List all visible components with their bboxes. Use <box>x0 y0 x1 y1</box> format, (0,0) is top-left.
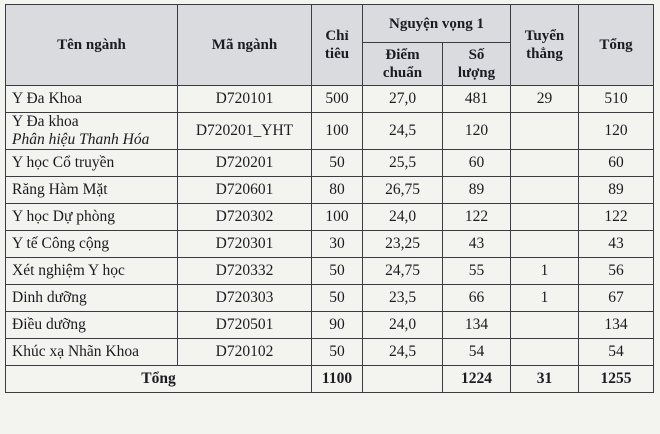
cell-total: 43 <box>579 231 654 258</box>
cell-major-code: D720332 <box>178 258 312 285</box>
header-chi-tieu <box>312 5 363 86</box>
cell-cutoff-score: 24,5 <box>363 113 443 150</box>
table-row <box>6 204 654 231</box>
cell-direct-admission <box>511 204 579 231</box>
cell-major-name: Y học Dự phòng <box>6 204 178 231</box>
cell-count: 134 <box>443 312 511 339</box>
cell-direct-admission <box>511 177 579 204</box>
cell-total: 122 <box>579 204 654 231</box>
cell-cutoff-score: 24,0 <box>363 204 443 231</box>
cell-cutoff-score: 24,75 <box>363 258 443 285</box>
cell-major-name: Răng Hàm Mặt <box>6 177 178 204</box>
cell-quota: 30 <box>312 231 363 258</box>
header-so-luong-line2: lượng <box>457 65 496 81</box>
cell-total: 56 <box>579 258 654 285</box>
cell-cutoff-score: 27,0 <box>363 86 443 113</box>
cell-count: 481 <box>443 86 511 113</box>
table-row <box>6 86 654 113</box>
major-name-line2: Phân hiệu Thanh Hóa <box>12 131 150 148</box>
cell-major-name: Khúc xạ Nhãn Khoa <box>6 339 178 366</box>
cell-major-code: D720303 <box>178 285 312 312</box>
cell-direct-admission: 1 <box>511 258 579 285</box>
cell-major-name <box>6 113 178 150</box>
header-tuyen-thang <box>511 5 579 86</box>
cell-count: 55 <box>443 258 511 285</box>
header-so-luong-line1: Số <box>468 47 485 63</box>
cell-cutoff-score: 24,0 <box>363 312 443 339</box>
cell-total: 60 <box>579 150 654 177</box>
cell-direct-admission <box>511 339 579 366</box>
header-tong: Tổng <box>579 5 654 86</box>
table-row <box>6 150 654 177</box>
totals-score-empty <box>363 366 443 393</box>
header-ma-nganh: Mã ngành <box>178 5 312 86</box>
header-ten-nganh: Tên ngành <box>6 5 178 86</box>
cell-quota: 90 <box>312 312 363 339</box>
cell-cutoff-score: 23,5 <box>363 285 443 312</box>
header-diem-chuan-line2: chuẩn <box>382 65 423 81</box>
table-row <box>6 258 654 285</box>
totals-row <box>6 366 654 393</box>
table-row <box>6 113 654 150</box>
table-row <box>6 177 654 204</box>
totals-quota: 1100 <box>312 366 363 393</box>
cell-major-code: D720201_YHT <box>178 113 312 150</box>
cell-major-code: D720601 <box>178 177 312 204</box>
cell-quota: 100 <box>312 113 363 150</box>
header-diem-chuan-line1: Điểm <box>385 47 420 63</box>
cell-quota: 50 <box>312 285 363 312</box>
cell-direct-admission <box>511 150 579 177</box>
cell-count: 60 <box>443 150 511 177</box>
header-tuyen-thang-line2: thẳng <box>526 46 563 62</box>
cell-total: 510 <box>579 86 654 113</box>
cell-total: 54 <box>579 339 654 366</box>
cell-total: 67 <box>579 285 654 312</box>
header-tuyen-thang-line1: Tuyển <box>524 28 565 44</box>
cell-quota: 500 <box>312 86 363 113</box>
cell-count: 54 <box>443 339 511 366</box>
cell-quota: 50 <box>312 150 363 177</box>
cell-count: 66 <box>443 285 511 312</box>
totals-label: Tổng <box>6 366 312 393</box>
header-chi-tieu-line1: Chỉ <box>325 28 349 44</box>
cell-major-code: D720102 <box>178 339 312 366</box>
cell-total: 89 <box>579 177 654 204</box>
cell-count: 120 <box>443 113 511 150</box>
cell-direct-admission <box>511 231 579 258</box>
cell-total: 134 <box>579 312 654 339</box>
cell-count: 122 <box>443 204 511 231</box>
cell-quota: 50 <box>312 258 363 285</box>
table-header <box>6 5 654 86</box>
cell-cutoff-score: 26,75 <box>363 177 443 204</box>
cell-count: 89 <box>443 177 511 204</box>
table-body <box>6 86 654 393</box>
cell-major-code: D720101 <box>178 86 312 113</box>
cell-direct-admission: 29 <box>511 86 579 113</box>
header-so-luong <box>443 43 511 86</box>
cell-major-name: Y tế Công cộng <box>6 231 178 258</box>
cell-major-code: D720302 <box>178 204 312 231</box>
header-chi-tieu-line2: tiêu <box>324 46 350 62</box>
totals-direct-admission: 31 <box>511 366 579 393</box>
cell-major-name: Dinh dưỡng <box>6 285 178 312</box>
cell-major-code: D720201 <box>178 150 312 177</box>
cell-major-code: D720501 <box>178 312 312 339</box>
table-row <box>6 339 654 366</box>
cell-total: 120 <box>579 113 654 150</box>
cell-direct-admission: 1 <box>511 285 579 312</box>
cell-direct-admission <box>511 312 579 339</box>
cell-quota: 80 <box>312 177 363 204</box>
cell-cutoff-score: 23,25 <box>363 231 443 258</box>
cell-cutoff-score: 24,5 <box>363 339 443 366</box>
cell-count: 43 <box>443 231 511 258</box>
cell-major-name: Xét nghiệm Y học <box>6 258 178 285</box>
cell-direct-admission <box>511 113 579 150</box>
cell-major-name: Điều dưỡng <box>6 312 178 339</box>
admissions-table <box>5 4 654 393</box>
table-row <box>6 231 654 258</box>
cell-major-name: Y Đa Khoa <box>6 86 178 113</box>
cell-major-name: Y học Cổ truyền <box>6 150 178 177</box>
cell-quota: 50 <box>312 339 363 366</box>
cell-cutoff-score: 25,5 <box>363 150 443 177</box>
totals-total: 1255 <box>579 366 654 393</box>
table-row <box>6 285 654 312</box>
header-diem-chuan <box>363 43 443 86</box>
totals-count: 1224 <box>443 366 511 393</box>
cell-quota: 100 <box>312 204 363 231</box>
major-name-line1: Y Đa khoa <box>12 113 79 130</box>
header-nguyen-vong: Nguyện vọng 1 <box>363 5 511 43</box>
table-row <box>6 312 654 339</box>
cell-major-code: D720301 <box>178 231 312 258</box>
